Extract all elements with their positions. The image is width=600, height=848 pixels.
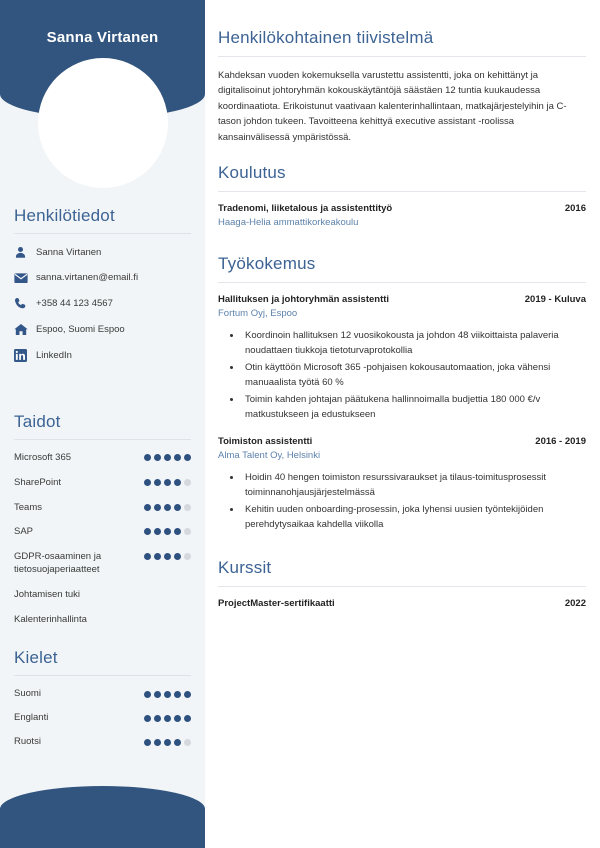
rating-dot <box>164 504 171 511</box>
entry-bullet-list <box>218 470 586 532</box>
rating-dots <box>144 713 191 722</box>
entry-bullet: • Kehitin uuden onboarding-prosessin, joka lyhensi uusien työntekijöiden perehdytysaikaa kahdella viikolla <box>242 502 586 532</box>
profile-photo-placeholder <box>38 58 168 188</box>
entry-bullet: • Koordinoin hallituksen 12 vuosikokousta ja johdon 48 viikoittaista palaveria noudattaen tiukkoja tietoturvaprotokollia <box>242 328 586 358</box>
contact-item-email[interactable] <box>14 272 191 284</box>
rating-dot <box>154 739 161 746</box>
contact-item-linkedin[interactable] <box>14 349 191 362</box>
rating-dot <box>154 504 161 511</box>
entry-title: Tradenomi, liiketalous ja assistenttityö <box>218 202 393 214</box>
rating-dot <box>154 479 161 486</box>
rating-dot <box>164 528 171 535</box>
rating-dot <box>154 454 161 461</box>
contact-value: Espoo, Suomi Espoo <box>36 323 125 335</box>
section-title-experience: Työkokemus <box>218 253 316 273</box>
rating-dot <box>144 553 151 560</box>
rating-dot <box>144 479 151 486</box>
rating-dot <box>184 504 191 511</box>
summary-text: Kahdeksan vuoden kokemuksella varustettu assistentti, joka on kehittänyt ja digitalisoinut johtoryhmän kokouskäytäntöjä säästäen 12 tuntia kuukaudessa koordinaatiota. Erikoistunut vaativaan kalenterinhallintaan, matkajärjestelyihin ja C-tason johdon tukeen. Tavoitteena kehittyä executive assistant -roolissa kansainvälisessä ympäristössä. <box>218 70 567 143</box>
skill-label: SharePoint <box>14 476 62 488</box>
rating-dot <box>174 715 181 722</box>
rating-dot <box>164 739 171 746</box>
experience-entry <box>218 294 586 319</box>
envelope-icon <box>14 272 36 284</box>
entry-title: Toimiston assistentti <box>218 435 313 447</box>
entry-header <box>218 598 586 609</box>
linkedin-icon <box>14 349 36 362</box>
sidebar <box>0 0 205 848</box>
section-title-languages: Kielet <box>14 648 58 667</box>
sidebar-footer-banner <box>0 786 205 848</box>
skill-label: Johtamisen tuki <box>14 588 81 600</box>
rating-dots <box>144 477 191 486</box>
language-label: Suomi <box>14 688 41 699</box>
rating-dot <box>174 739 181 746</box>
skill-label: SAP <box>14 526 34 538</box>
entry-title: Hallituksen ja johtoryhmän assistentti <box>218 293 390 305</box>
rating-dot <box>174 691 181 698</box>
section-personal-details <box>14 206 191 375</box>
contact-item-phone[interactable] <box>14 297 191 310</box>
section-title-skills: Taidot <box>14 412 61 431</box>
rating-dots <box>144 452 191 461</box>
rating-dots <box>144 551 191 560</box>
section-title-summary: Henkilökohtainen tiivistelmä <box>218 28 434 47</box>
rating-dot <box>174 504 181 511</box>
rating-dot <box>144 715 151 722</box>
skills-list <box>14 452 191 627</box>
education-entry <box>218 203 586 228</box>
divider <box>218 56 586 57</box>
rating-dot <box>154 553 161 560</box>
rating-dot <box>144 691 151 698</box>
entry-organization: Fortum Oyj, Espoo <box>218 307 298 319</box>
rating-dot <box>184 528 191 535</box>
rating-dot <box>144 739 151 746</box>
skill-item <box>14 614 191 627</box>
contact-value: +358 44 123 4567 <box>36 297 113 309</box>
section-title-education: Koulutus <box>218 162 286 182</box>
person-icon <box>14 246 36 259</box>
contact-item-location <box>14 323 191 336</box>
divider <box>218 282 586 283</box>
contact-value: sanna.virtanen@email.fi <box>36 272 139 284</box>
rating-dots <box>144 689 191 698</box>
courses-entry <box>218 598 586 609</box>
entry-header <box>218 436 586 447</box>
entry-title: ProjectMaster-sertifikaatti <box>218 597 335 609</box>
section-skills <box>14 412 191 639</box>
experience-entry <box>218 436 586 461</box>
main-content <box>218 0 586 848</box>
rating-dot <box>184 454 191 461</box>
section-summary <box>218 28 586 145</box>
language-item <box>14 736 191 747</box>
entry-organization: Haaga-Helia ammattikorkeakoulu <box>218 216 359 228</box>
entry-date: 2022 <box>564 597 586 609</box>
section-title-personal-details: Henkilötiedot <box>14 206 115 225</box>
entry-bullet: • Toimin kahden johtajan päätukena hallinnoimalla budjettia 180 000 €/v matkustukseen ja edustukseen <box>242 392 586 422</box>
entry-date: 2016 - 2019 <box>535 435 586 447</box>
skill-label: Teams <box>14 501 42 513</box>
rating-dots <box>144 737 191 746</box>
entry-bullet-list <box>218 328 586 422</box>
languages-list <box>14 688 191 747</box>
rating-dot <box>164 553 171 560</box>
language-label: Ruotsi <box>14 736 41 747</box>
skill-item <box>14 589 191 602</box>
language-item <box>14 688 191 699</box>
courses-list <box>218 598 586 609</box>
skill-label: Kalenterinhallinta <box>14 613 87 625</box>
section-languages <box>14 648 191 760</box>
rating-dot <box>184 479 191 486</box>
rating-dots <box>144 526 191 535</box>
section-title-courses: Kurssit <box>218 557 272 577</box>
contact-item-name <box>14 246 191 259</box>
entry-date: 2019 - Kuluva <box>524 293 586 305</box>
rating-dot <box>184 739 191 746</box>
rating-dot <box>144 454 151 461</box>
rating-dot <box>184 553 191 560</box>
candidate-name: Sanna Virtanen <box>46 29 159 46</box>
skill-item <box>14 551 191 577</box>
divider <box>14 233 191 234</box>
rating-dot <box>164 691 171 698</box>
section-experience <box>218 254 586 532</box>
skill-label: GDPR-osaaminen ja tietosuojaperiaatteet <box>14 551 102 576</box>
entry-date: 2016 <box>564 202 586 214</box>
rating-dot <box>174 479 181 486</box>
divider <box>218 586 586 587</box>
entry-header <box>218 294 586 305</box>
rating-dot <box>154 691 161 698</box>
rating-dot <box>164 715 171 722</box>
divider <box>14 675 191 676</box>
entry-bullet: • Otin käyttöön Microsoft 365 -pohjaisen kokousautomaation, joka vähensi manuaalista työtä 60 % <box>242 360 586 390</box>
home-icon <box>14 323 36 336</box>
skill-item <box>14 502 191 515</box>
entry-bullet: • Hoidin 40 hengen toimiston resurssivaraukset ja tilaus-toimitusprosessit toiminnanohjausjärjestelmässä <box>242 470 586 500</box>
divider <box>14 439 191 440</box>
language-item <box>14 712 191 723</box>
section-education <box>218 163 586 228</box>
rating-dot <box>164 479 171 486</box>
experience-list <box>218 294 586 532</box>
rating-dot <box>174 528 181 535</box>
rating-dot <box>154 715 161 722</box>
education-list <box>218 203 586 228</box>
contact-value: Sanna Virtanen <box>36 246 102 258</box>
rating-dot <box>174 553 181 560</box>
skill-item <box>14 452 191 465</box>
contact-value: LinkedIn <box>36 349 72 361</box>
rating-dot <box>174 454 181 461</box>
rating-dot <box>144 528 151 535</box>
skill-item <box>14 526 191 539</box>
phone-icon <box>14 297 36 310</box>
rating-dot <box>184 715 191 722</box>
rating-dot <box>184 691 191 698</box>
section-courses <box>218 558 586 609</box>
entry-organization: Alma Talent Oy, Helsinki <box>218 449 321 461</box>
rating-dot <box>154 528 161 535</box>
entry-header <box>218 203 586 214</box>
rating-dots <box>144 502 191 511</box>
rating-dot <box>164 454 171 461</box>
language-label: Englanti <box>14 712 49 723</box>
skill-label: Microsoft 365 <box>14 452 72 463</box>
divider <box>218 191 586 192</box>
rating-dot <box>144 504 151 511</box>
skill-item <box>14 477 191 490</box>
